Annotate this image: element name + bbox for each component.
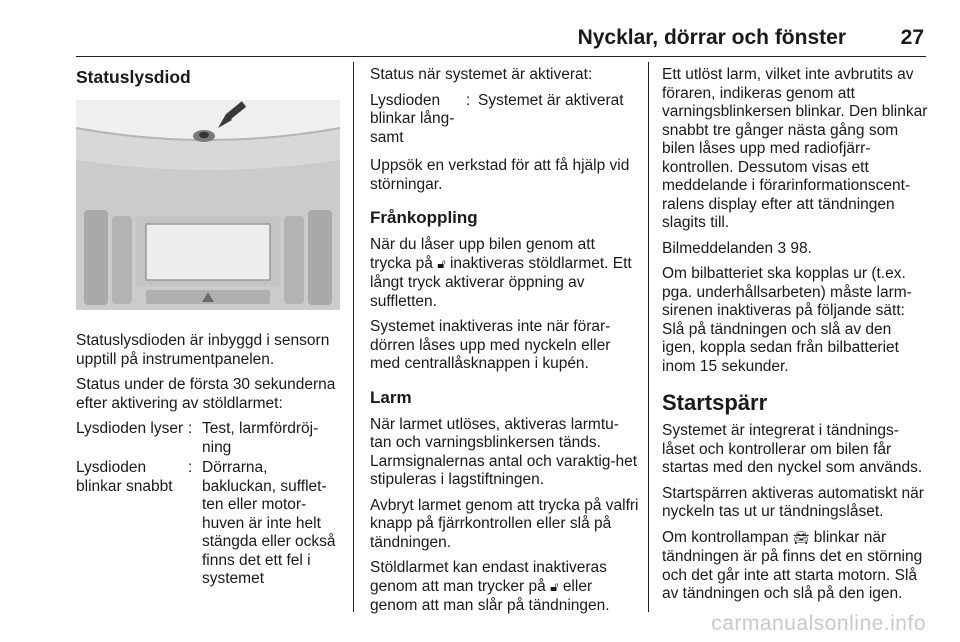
paragraph: Status under de första 30 sekunderna efter aktivering av stöldlarmet: bbox=[76, 376, 336, 412]
page-header bbox=[76, 24, 926, 57]
paragraph: Bilmeddelanden 3 98. bbox=[662, 239, 812, 257]
section-heading-immobilizer: Startspärr bbox=[662, 390, 768, 415]
paragraph: Ett utlöst larm, vilket inte avbrutits av föraren, indikeras genom att varningsblinkersen blinkar. Den blinkar snabbt tre gånger nästa gång som bilen låses upp med radiofjärr-kontrollen. Dessutom visas ett meddelande i förarinformationscent-ralens display efter att tändningen slagits till. bbox=[662, 66, 928, 231]
paragraph: Statuslysdioden är inbyggd i sensorn upptill på instrumentpanelen. bbox=[76, 332, 330, 368]
paragraph: Startspärren aktiveras automatiskt när nyckeln tas ut ur tändningslåset. bbox=[662, 484, 924, 520]
page-reference-link[interactable]: 98. bbox=[790, 239, 812, 257]
paragraph: När larmet utlöses, aktiveras larmtu-tan och varningsblinkersen tänds. Larmsignalernas antal och varaktig-het stipuleras i lagstiftningen. bbox=[370, 415, 638, 488]
paragraph: Status när systemet är aktiverat: bbox=[370, 66, 593, 83]
section-heading-status-led: Statuslysdiod bbox=[76, 67, 191, 87]
page-title: Nycklar, dörrar och fönster bbox=[577, 26, 846, 49]
watermark: carmanualsonline.info bbox=[711, 612, 926, 635]
immobilizer-warning-icon: 🚘︎ bbox=[792, 530, 810, 546]
section-heading-alarm: Larm bbox=[370, 387, 412, 407]
paragraph: När du låser upp bilen genom att trycka på 🔓︎ inaktiveras stöldlarmet. Ett långt tryck aktiverar öppning av suffletten. bbox=[370, 236, 632, 310]
paragraph: Om kontrollampan 🚘︎ blinkar när tändningen är på finns det en störning och det går inte att starta motorn. Slå av tändningen och slå på den igen. bbox=[662, 528, 923, 602]
column-divider bbox=[648, 62, 649, 612]
page-number: 27 bbox=[900, 26, 924, 49]
dashboard-led-illustration bbox=[76, 100, 340, 310]
unlock-icon: 🔓︎ bbox=[437, 256, 446, 272]
unlock-icon: 🔓︎ bbox=[550, 579, 559, 595]
status-row: Lysdioden blinkar snabbt : Dörrarna, bakluckan, sufflet-ten eller motor-huven är inte helt stängda eller också finns det ett fel i systemet bbox=[76, 459, 336, 587]
status-row: Lysdioden lyser : Test, larmfördröj-ning bbox=[76, 420, 319, 456]
section-heading-disconnect: Frånkoppling bbox=[370, 208, 478, 227]
column-divider bbox=[353, 62, 354, 612]
column-3 bbox=[662, 66, 928, 611]
paragraph: Avbryt larmet genom att trycka på valfri knapp på fjärrkontrollen eller slå på tändningen. bbox=[370, 496, 639, 551]
paragraph: Uppsök en verkstad för att få hjälp vid störningar. bbox=[370, 157, 630, 193]
paragraph: Om bilbatteriet ska kopplas ur (t.ex. pga. underhållsarbeten) måste larm-sirenen inaktiveras på följande sätt: Slå på tändningen och slå av den igen, koppla sedan från bilbatteriet inom 15 sekunder. bbox=[662, 265, 912, 375]
paragraph: Systemet är integrerat i tändnings-låset och kontrollerar om bilen får startas med den nyckel som används. bbox=[662, 422, 923, 476]
page-reference-arrow-icon: 3 bbox=[777, 239, 787, 257]
paragraph: Stöldlarmet kan endast inaktiveras genom att man trycker på 🔓︎ eller genom att man slår på tändningen. bbox=[370, 559, 610, 614]
column-1 bbox=[76, 66, 342, 591]
paragraph: Systemet inaktiveras inte när förar-dörren låses upp med nyckeln eller med centrallåsknappen i kupén. bbox=[370, 318, 611, 372]
status-row: Lysdioden blinkar lång-samt : Systemet är aktiverat bbox=[370, 91, 624, 146]
column-2 bbox=[370, 66, 640, 623]
